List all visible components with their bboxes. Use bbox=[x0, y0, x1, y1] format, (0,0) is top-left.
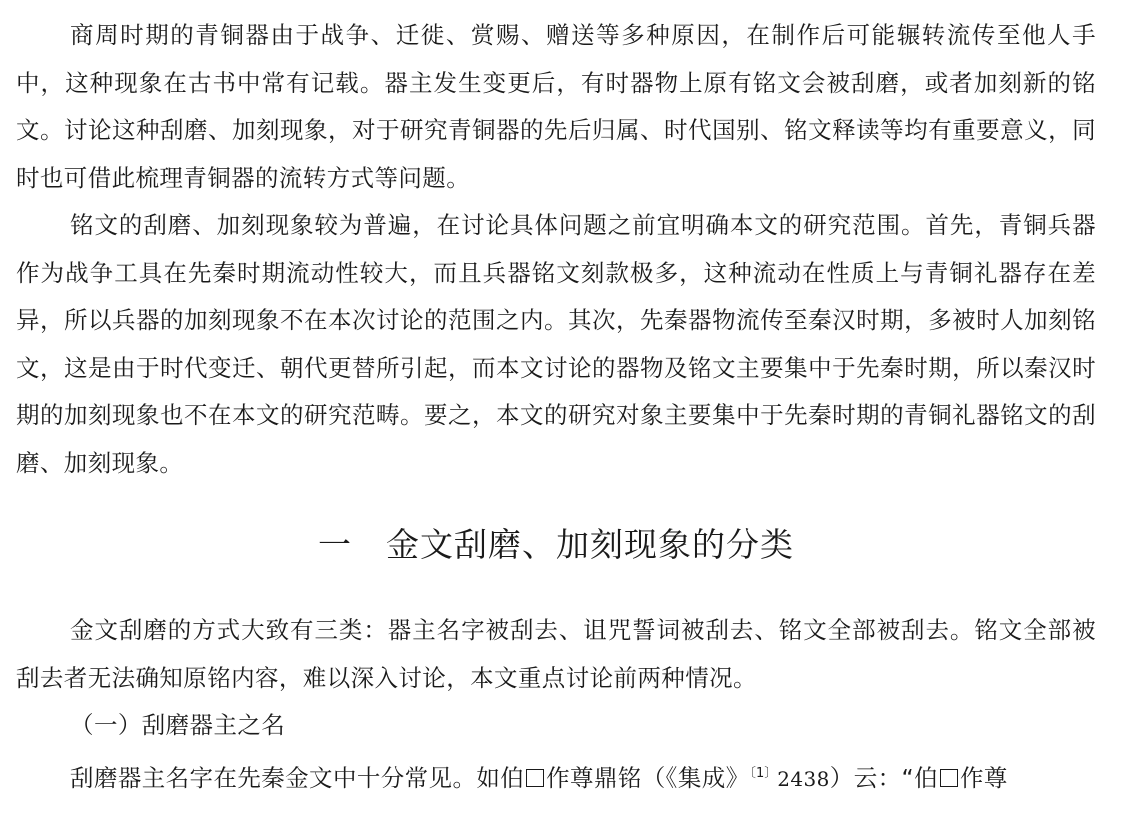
missing-character-box bbox=[940, 769, 958, 787]
paragraph-intro: 商周时期的青铜器由于战争、迁徙、赏赐、赠送等多种原因，在制作后可能辗转流传至他人手中，这种现象在古书中常有记载。器主发生变更后，有时器物上原有铭文会被刮磨，或者加刻新的铭文。讨论这种刮磨、加刻现象，对于研究青铜器的先后归属、时代国别、铭文释读等均有重要意义，同时也可借此梳理青铜器的流转方式等问题。 bbox=[16, 21, 1096, 192]
paragraph-scope: 铭文的刮磨、加刻现象较为普遍，在讨论具体问题之前宜明确本文的研究范围。首先，青铜兵器作为战争工具在先秦时期流动性较大，而且兵器铭文刻款极多，这种流动在性质上与青铜礼器存在差异，所以兵器的加刻现象不在本次讨论的范围之内。其次，先秦器物流传至秦汉时期，多被时人加刻铭文，这是由于时代变迁、朝代更替所引起，而本文讨论的器物及铭文主要集中于先秦时期，所以秦汉时期的加刻现象也不在本文的研究范畴。要之，本文的研究对象主要集中于先秦时期的青铜礼器铭文的刮磨、加刻现象。 bbox=[16, 211, 1096, 477]
document-page bbox=[16, 12, 1096, 803]
text-segment: 作尊鼎铭 bbox=[546, 763, 642, 792]
footnote-reference: 〔1〕 bbox=[749, 765, 778, 781]
paragraph-erasure-example bbox=[16, 750, 1096, 804]
text-segment: 刮磨器主名字在先秦金文中十分常见。如伯 bbox=[70, 763, 525, 792]
section-number: 一 bbox=[318, 525, 352, 564]
citation-number: 2438 bbox=[777, 766, 830, 791]
subsection-heading: （一）刮磨器主之名 bbox=[70, 711, 286, 739]
text-segment: 作尊 bbox=[959, 763, 1008, 792]
text-segment: ）云：“伯 bbox=[829, 763, 938, 792]
citation-source: （《集成》 bbox=[641, 763, 750, 792]
section-heading bbox=[16, 515, 1096, 607]
missing-character-box bbox=[526, 769, 544, 787]
section-title: 金文刮磨、加刻现象的分类 bbox=[386, 525, 794, 564]
paragraph-classification: 金文刮磨的方式大致有三类：器主名字被刮去、诅咒誓词被刮去、铭文全部被刮去。铭文全部被刮去者无法确知原铭内容，难以深入讨论，本文重点讨论前两种情况。 bbox=[16, 616, 1096, 692]
